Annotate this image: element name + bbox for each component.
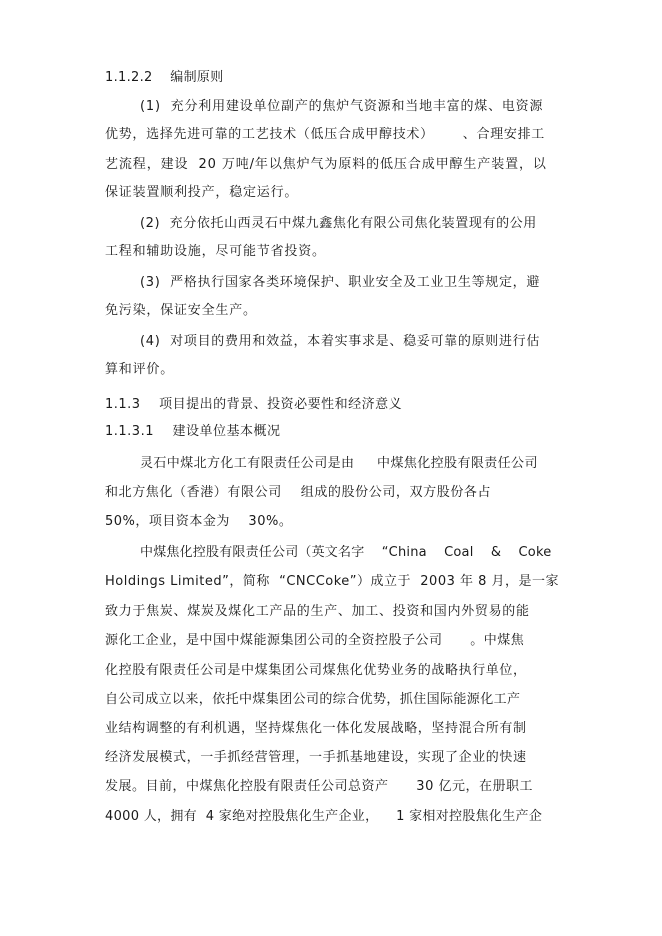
body-line: 艺流程，建设 20 万吨/年以焦炉气为原料的低压合成甲醇生产装置，以 xyxy=(105,157,547,172)
section-heading: 1.1.3.1 建设单位基本概况 xyxy=(105,424,281,439)
body-line: (1) 充分利用建设单位副产的焦炉气资源和当地丰富的煤、电资源 xyxy=(140,99,544,114)
body-line: 源化工企业，是中国中煤能源集团公司的全资控股子公司 。中煤焦 xyxy=(105,633,525,648)
body-line: 50%，项目资本金为 30%。 xyxy=(105,514,293,529)
body-line: 4000 人，拥有 4 家绝对控股焦化生产企业， 1 家相对控股焦化生产企 xyxy=(105,809,543,824)
body-line: 算和评价。 xyxy=(105,362,175,377)
body-line: 免污染，保证安全生产。 xyxy=(105,303,257,318)
body-line: (2) 充分依托山西灵石中煤九鑫焦化有限公司焦化装置现有的公用 xyxy=(140,216,537,231)
section-heading: 1.1.2.2 编制原则 xyxy=(105,70,224,85)
body-line: (3) 严格执行国家各类环境保护、职业安全及工业卫生等规定，避 xyxy=(140,275,541,290)
body-line: 中煤焦化控股有限责任公司（英文名字 “China Coal & Coke xyxy=(140,545,552,560)
body-line: 经济发展模式，一手抓经营管理，一手抓基地建设，实现了企业的快速 xyxy=(105,750,527,765)
body-line: 自公司成立以来，依托中煤集团公司的综合优势，抓住国际能源化工产 xyxy=(105,692,521,707)
body-line: 业结构调整的有利机遇，坚持煤焦化一体化发展战略，坚持混合所有制 xyxy=(105,721,527,736)
section-heading: 1.1.3 项目提出的背景、投资必要性和经济意义 xyxy=(105,397,403,412)
body-line: 发展。目前，中煤焦化控股有限责任公司总资产 30 亿元，在册职工 xyxy=(105,779,533,794)
body-line: (4) 对项目的费用和效益，本着实事求是、稳妥可靠的原则进行估 xyxy=(140,334,541,349)
body-line: 工程和辅助设施，尽可能节省投资。 xyxy=(105,244,326,259)
body-line: Holdings Limited”，简称 “CNCCoke”）成立于 2003 年 8 月，是一家 xyxy=(105,574,560,589)
body-line: 化控股有限责任公司是中煤集团公司煤焦化优势业务的战略执行单位， xyxy=(105,663,527,678)
body-line: 和北方焦化（香港）有限公司 组成的股份公司，双方股份各占 xyxy=(105,485,492,500)
body-line: 优势，选择先进可靠的工艺技术（低压合成甲醇技术） 、合理安排工 xyxy=(105,127,545,142)
body-line: 灵石中煤北方化工有限责任公司是由 中煤焦化控股有限责任公司 xyxy=(140,456,538,471)
body-line: 致力于焦炭、煤炭及煤化工产品的生产、加工、投资和国内外贸易的能 xyxy=(105,604,530,619)
body-line: 保证装置顺利投产，稳定运行。 xyxy=(105,185,299,200)
